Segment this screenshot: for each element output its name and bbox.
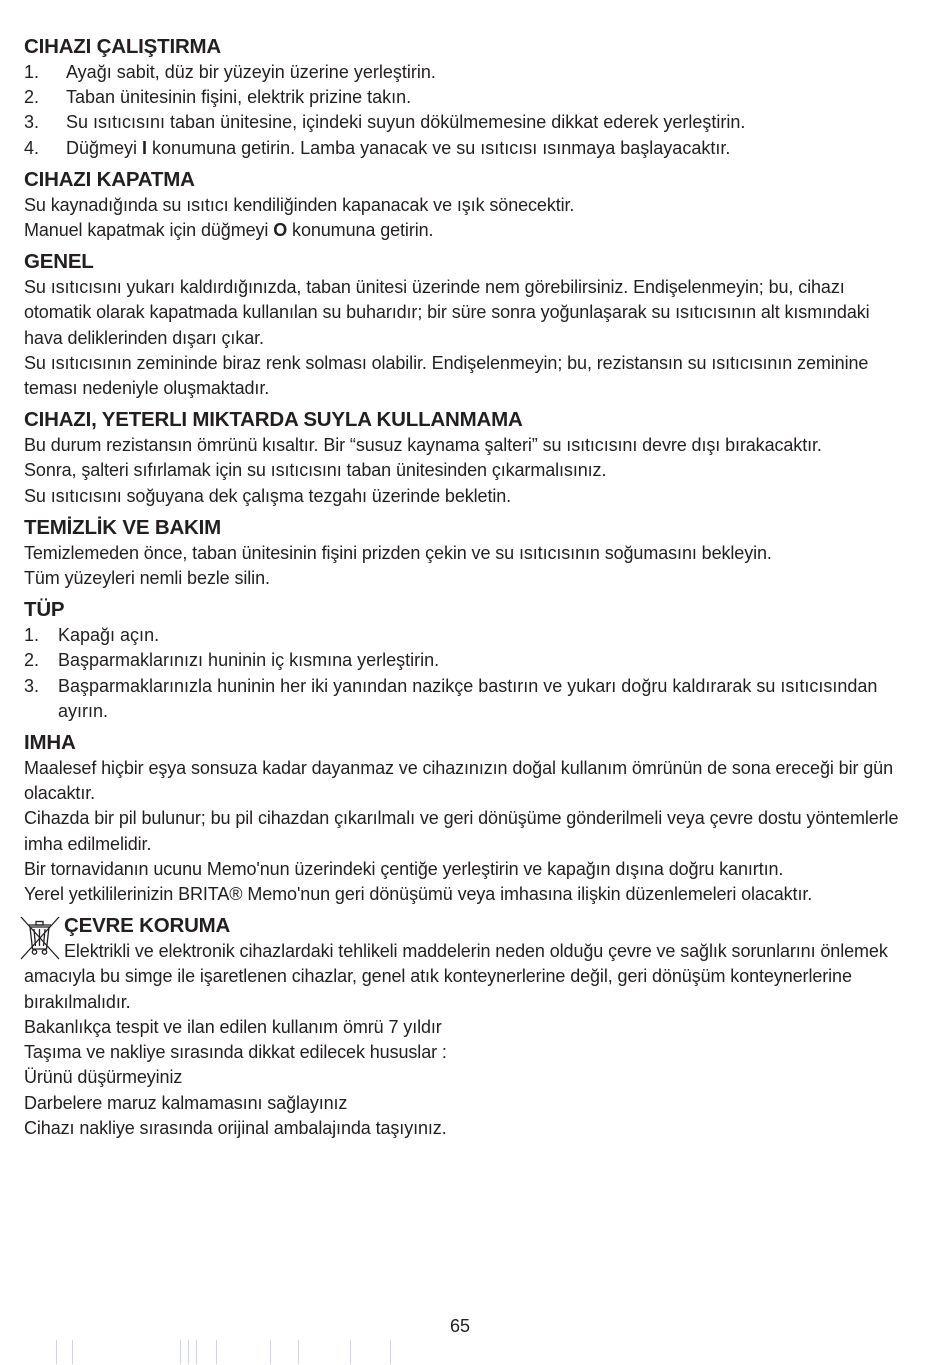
list-item [24, 674, 904, 724]
section-title: ÇEVRE KORUMA [64, 914, 231, 938]
section-title: CIHAZI ÇALIŞTIRMA [24, 35, 222, 58]
item-number: 1. [24, 625, 40, 646]
paragraph: Tüm yüzeyleri nemli bezle silin. [24, 568, 270, 589]
item-number: 1. [24, 62, 40, 82]
section-title: GENEL [24, 250, 94, 274]
paragraph: Yerel yetkililerinizin BRITA® Memo'nun geri dönüşümü veya imhasına ilişkin düzenlemeleri olacaktır. [24, 884, 813, 905]
paragraph: Su ısıtıcısını yukarı kaldırdığınızda, taban ünitesi üzerinde nem görebilirsiniz. Endişelenmeyin; bu, cihazı otomatik olarak kapatmada kullanılan su buharıdır; bir süre sonra yoğunlaşarak su ısıtıcısının alt kısmındaki hava deliklerinden dışarı çıkar. [24, 277, 870, 348]
item-number: 2. [24, 87, 40, 108]
item-number: 3. [24, 112, 40, 133]
item-text-post: konumuna getirin. Lamba yanacak ve su ısıtıcısı ısınmaya başlayacaktır. [147, 137, 731, 158]
list-item [24, 85, 904, 110]
paragraph-text: Elektrikli ve elektronik cihazlardaki tehlikeli maddelerin neden olduğu çevre ve sağlık sorunlarını önlemek amacıyla bu simge ile işaretlenen cihazlar, genel atık konteynerlerine değil, geri dönüşüm konteynerlerine bırakılmalıdır. [24, 941, 888, 1012]
paragraph: Bakanlıkça tespit ve ilan edilen kullanım ömrü 7 yıldır [24, 1016, 442, 1037]
paragraph: Su ısıtıcısını soğuyana dek çalışma tezgahı üzerinde bekletin. [24, 485, 512, 506]
list-item [24, 648, 904, 673]
section-title: TÜP [24, 598, 65, 622]
paragraph: Su ısıtıcısının zemininde biraz renk solması olabilir. Endişelenmeyin; bu, rezistansın su ısıtıcısının zeminine teması nedeniyle oluşmaktadır. [24, 352, 869, 399]
section-operating [24, 34, 904, 161]
item-text-pre: Düğmeyi [66, 137, 143, 158]
section-title: IMHA [24, 731, 76, 755]
paragraph: Taşıma ve nakliye sırasında dikkat edilecek hususlar : [24, 1042, 447, 1063]
section-general [24, 249, 904, 401]
section-disposal [24, 730, 904, 907]
list-item [24, 60, 904, 85]
paragraph: Cihazda bir pil bulunur; bu pil cihazdan çıkarılmalı ve geri dönüşüme gönderilmeli veya çevre dostu yöntemlerle imha edilmelidir. [24, 808, 899, 854]
paragraph [24, 218, 904, 243]
page-number: 65 [449, 1316, 471, 1336]
section-cleaning [24, 515, 904, 591]
document-page [24, 34, 904, 1141]
paragraph: Sonra, şalteri sıfırlamak için su ısıtıcısını taban ünitesinden çıkarmalısınız. [24, 460, 607, 481]
crossed-out-wheelie-bin-icon [18, 915, 62, 961]
paragraph: Bu durum rezistansın ömrünü kısaltır. Bir “susuz kaynama şalteri” su ısıtıcısını devre dışı bırakacaktır. [24, 435, 822, 456]
list-item [24, 136, 904, 161]
steps-list [24, 623, 904, 724]
paragraph: Darbelere maruz kalmamasını sağlayınız [24, 1092, 348, 1113]
paragraph [24, 939, 904, 1015]
section-dry-boil [24, 407, 904, 509]
list-item [24, 110, 904, 135]
paragraph: Maalesef hiçbir eşya sonsuza kadar dayanmaz ve cihazınızın doğal kullanım ömrünün de sona ereceği bir gün olacaktır. [24, 758, 893, 804]
list-item [24, 623, 904, 648]
item-number: 4. [24, 137, 40, 158]
paragraph: Temizlemeden önce, taban ünitesinin fişini prizden çekin ve su ısıtıcısının soğumasını bekleyin. [24, 542, 772, 563]
section-title: CIHAZI, YETERLI MIKTARDA SUYLA KULLANMAMA [24, 408, 523, 432]
item-text: Taban ünitesinin fişini, elektrik prizine takın. [66, 87, 412, 108]
item-number: 3. [24, 675, 40, 696]
item-text: Kapağı açın. [58, 625, 160, 646]
scan-marks [0, 1340, 950, 1365]
section-title: CIHAZI KAPATMA [24, 167, 195, 191]
text-post: konumuna getirin. [287, 220, 434, 241]
item-text: Su ısıtıcısını taban ünitesine, içindeki suyun dökülmemesine dikkat ederek yerleştirin. [66, 112, 746, 133]
paragraph: Su kaynadığında su ısıtıcı kendiliğinden kapanacak ve ışık sönecektir. [24, 194, 575, 215]
switch-position-off: O [273, 220, 288, 241]
text-pre: Manuel kapatmak için düğmeyi [24, 220, 274, 241]
paragraph: Cihazı nakliye sırasında orijinal ambalajında taşıyınız. [24, 1117, 447, 1138]
section-switch-off [24, 167, 904, 243]
item-text: Başparmaklarınızı huninin iç kısmına yerleştirin. [58, 650, 440, 671]
steps-list [24, 60, 904, 161]
section-environment [24, 913, 904, 1141]
switch-position-on: I [142, 137, 148, 158]
item-text: Ayağı sabit, düz bir yüzeyin üzerine yerleştirin. [66, 62, 436, 82]
item-number: 2. [24, 650, 40, 671]
section-tube [24, 597, 904, 724]
paragraph: Bir tornavidanın ucunu Memo'nun üzerindeki çentiğe yerleştirin ve kapağın dışına doğru kanırtın. [24, 858, 784, 879]
section-title: TEMİZLİK VE BAKIM [24, 515, 222, 539]
paragraph: Ürünü düşürmeyiniz [24, 1067, 183, 1088]
item-text: Başparmaklarınızla huninin her iki yanından nazikçe bastırın ve yukarı doğru kaldırarak su ısıtıcısından ayırın. [58, 675, 878, 721]
